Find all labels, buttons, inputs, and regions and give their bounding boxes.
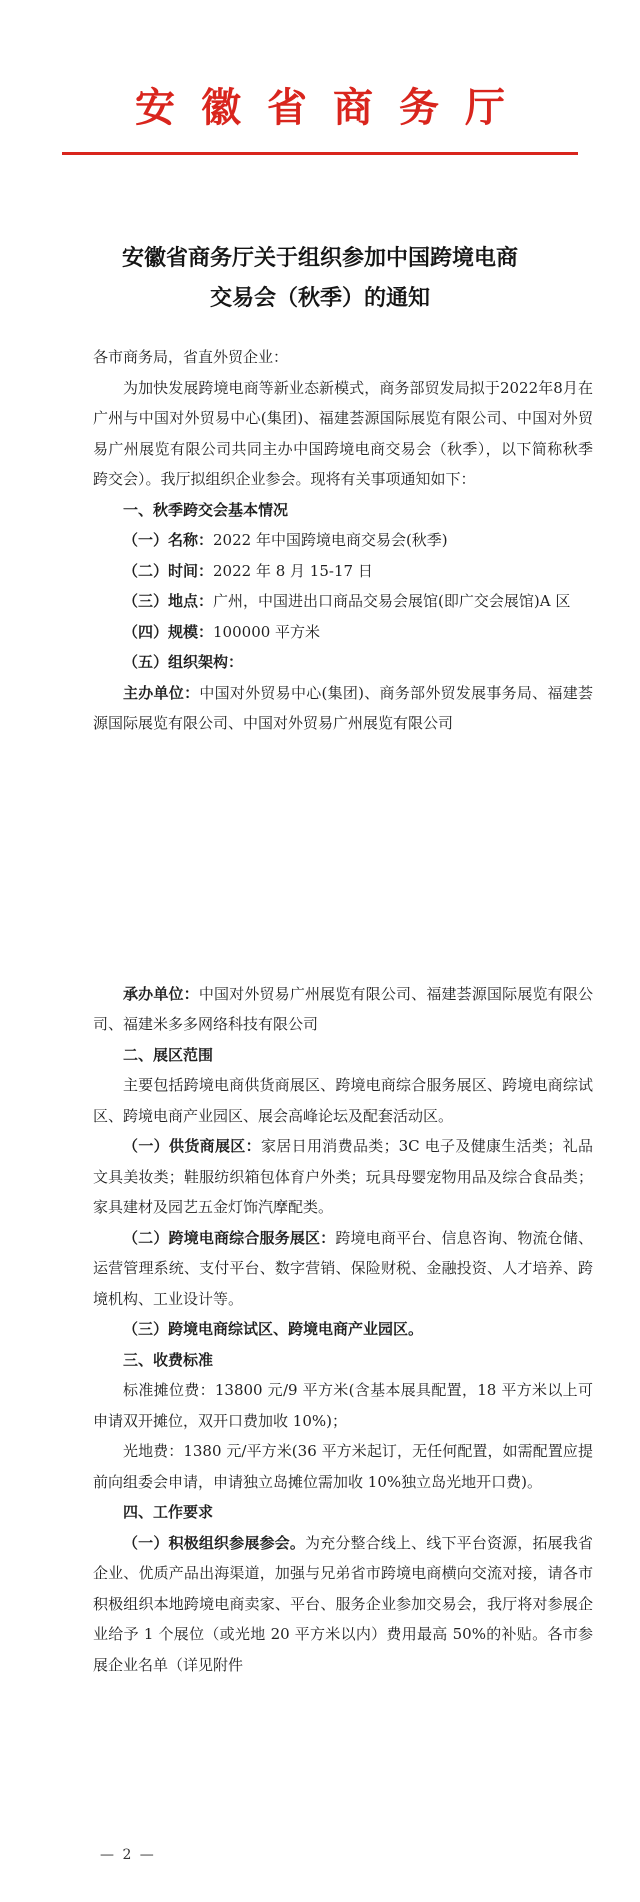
supply-label: （一）供货商展区： (123, 1137, 261, 1155)
section2-intro: 主要包括跨境电商供货商展区、跨境电商综合服务展区、跨境电商综试区、跨境电商产业园区、展会高峰论坛及配套活动区。 (93, 1076, 593, 1125)
requirement-item1-value: 为充分整合线上、线下平台资源，拓展我省企业、优质产品出海渠道，加强与兄弟省市跨境电商横向交流对接，请各市积极组织本地跨境电商卖家、平台、服务企业参加交易会，我厅将对参展企业给予 1 个展位（或光地 20 平方米以内）费用最高 50%的补贴。各市参展企业名单（详见附件 (93, 1533, 593, 1674)
name-value: 2022 年中国跨境电商交易会(秋季) (213, 531, 448, 549)
document-body (93, 342, 593, 1680)
place-item (93, 586, 593, 617)
supply-item (93, 1131, 593, 1223)
host-label: 主办单位： (123, 683, 200, 702)
section2-heading: 二、展区范围 (123, 1045, 214, 1064)
section1-heading: 一、秋季跨交会基本情况 (123, 500, 289, 519)
time-label: （二）时间： (123, 561, 214, 580)
service-value: 跨境电商平台、信息咨询、物流仓储、运营管理系统、支付平台、数字营销、保险财税、金融投资、人才培养、跨境机构、工业设计等。 (93, 1228, 593, 1308)
section3-heading: 三、收费标准 (123, 1350, 214, 1369)
intro-paragraph: 为加快发展跨境电商等新业态新模式，商务部贸发局拟于2022年8月在广州与中国对外贸易中心(集团)、福建荟源国际展览有限公司、中国对外贸易广州展览有限公司共同主办中国跨境电商交易会（秋季），以下简称秋季跨交会）。我厅拟组织企业参会。现将有关事项通知如下： (93, 378, 593, 488)
red-divider-line (62, 152, 578, 155)
issuer-header: 安徽省商务厅 (135, 84, 531, 131)
blank-gap (93, 739, 593, 979)
org-structure-label: （五）组织架构： (123, 653, 244, 671)
document-title-line2: 交易会（秋季）的通知 (209, 285, 430, 311)
organizer-label: 承办单位： (123, 984, 199, 1003)
document-title (70, 238, 570, 318)
salutation: 各市商务局，省直外贸企业： (93, 348, 289, 366)
requirement-item1-label: （一）积极组织参展参会。 (123, 1533, 305, 1552)
name-label: （一）名称： (123, 531, 214, 549)
service-item (93, 1223, 593, 1315)
zone-item: （三）跨境电商综试区、跨境电商产业园区。 (123, 1320, 424, 1338)
supply-value: 家居日用消费品类；3C 电子及健康生活类；礼品文具美妆类；鞋服纺织箱包体育户外类；玩具母婴宠物用品及综合食品类；家具建材及园艺五金灯饰汽摩配类。 (93, 1137, 593, 1216)
organizer-item (93, 979, 593, 1040)
scale-value: 100000 平方米 (213, 622, 321, 641)
organizer-value: 中国对外贸易广州展览有限公司、福建荟源国际展览有限公司、福建米多多网络科技有限公司 (93, 984, 593, 1033)
requirement-item1 (93, 1528, 593, 1681)
service-label: （二）跨境电商综合服务展区： (123, 1228, 336, 1247)
scale-item (93, 617, 593, 648)
raw-space-fee: 光地费：1380 元/平方米(36 平方米起订，无任何配置，如需配置应提前向组委会申请，申请独立岛摊位需加收 10%独立岛光地开口费)。 (93, 1442, 593, 1491)
standard-fee: 标准摊位费：13800 元/9 平方米(含基本展具配置，18 平方米以上可申请双开摊位，双开口费加收 10%)； (93, 1381, 593, 1430)
name-item (93, 525, 593, 556)
time-item (93, 556, 593, 587)
host-item (93, 678, 593, 739)
time-value: 2022 年 8 月 15-17 日 (213, 561, 373, 580)
host-value: 中国对外贸易中心(集团)、商务部外贸发展事务局、福建荟源国际展览有限公司、中国对外贸易广州展览有限公司 (93, 683, 593, 732)
section4-heading: 四、工作要求 (123, 1503, 214, 1521)
place-label: （三）地点： (123, 592, 214, 610)
scale-label: （四）规模： (123, 622, 214, 641)
place-value: 广州，中国进出口商品交易会展馆(即广交会展馆)A 区 (213, 592, 571, 610)
page-number: — 2 — (100, 1847, 156, 1863)
document-title-line1: 安徽省商务厅关于组织参加中国跨境电商 (121, 245, 518, 271)
